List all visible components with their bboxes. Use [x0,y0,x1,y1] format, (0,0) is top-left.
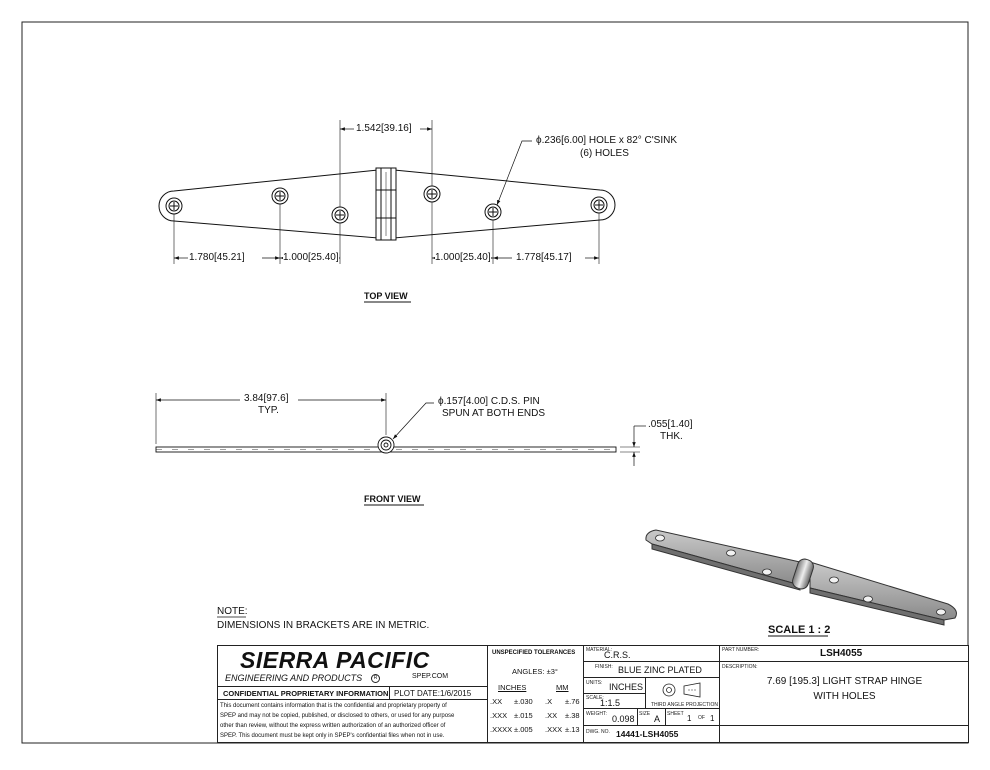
isometric-view [646,530,957,625]
tolerance-mm-header: MM [556,683,569,692]
sheet-label: SHEET [667,711,684,717]
iso-scale-label: SCALE 1 : 2 [768,624,831,636]
registered-mark: R [371,674,380,683]
tol-row-2-in-val: ±.015 [514,711,533,720]
pin-callout-line1: ϕ.157[4.00] C.D.S. PIN [438,396,540,407]
dim-left-inner: 1.000[25.40] [283,252,339,263]
description-line1: 7.69 [195.3] LIGHT STRAP HINGE [766,676,923,687]
tol-row-1-mm-val: ±.76 [565,697,580,706]
dim-right-inner: 1.000[25.40] [435,252,491,263]
company-website: SPEP.COM [412,673,449,680]
front-knuckle [378,437,394,453]
dim-length: 3.84[97.6] [244,393,289,404]
units-value: INCHES [609,682,644,692]
hole-callout-leader [497,141,532,205]
front-dimension-lines [156,400,646,466]
size-label: SIZE [639,711,651,717]
confidential-text-4: SPEP. This document must be kept only in SPEP's confidential files when not in use. [220,733,445,739]
sheet-value: 1 [687,714,692,723]
thickness-dim: .055[1.40] [648,419,693,430]
tol-row-2-mm-key: .XX [545,711,558,720]
hole-4 [424,186,440,202]
hole-3 [332,207,348,223]
front-view [156,393,646,466]
finish-value: BLUE ZINC PLATED [618,665,702,675]
third-angle-projection-icon [660,681,704,699]
material-label: MATERIAL: [586,647,613,653]
tol-row-3-mm-val: ±.13 [565,725,580,734]
scale-value: 1:1.5 [600,698,621,708]
iso-right-leaf [810,562,956,620]
units-label: UNITS: [586,680,603,686]
tol-row-2-in-key: .XXX [490,711,508,720]
tol-row-1-mm-key: .X [545,697,553,706]
dwg-number: 14441-LSH4055 [616,729,679,739]
hole-1 [166,198,182,214]
left-leaf-outline [159,170,378,238]
part-number: LSH4055 [820,648,863,659]
material-value: C.R.S. [604,650,631,660]
hole-callout-line1: ϕ.236[6.00] HOLE x 82° C'SINK [536,135,678,146]
company-subtitle: ENGINEERING AND PRODUCTS [225,673,363,683]
tol-row-1-in-val: ±.030 [514,697,533,706]
hole-callout-line2: (6) HOLES [580,148,629,159]
dwg-label: DWG. NO. [586,729,610,735]
tolerance-inches-header: INCHES [498,683,527,692]
note-text: DIMENSIONS IN BRACKETS ARE IN METRIC. [217,620,430,631]
hole-5 [485,204,501,220]
right-leaf-outline [394,170,615,238]
finish-label: FINISH: [595,664,613,670]
description-label: DESCRIPTION: [722,664,758,670]
tolerance-angles: ANGLES: ±3° [512,667,558,676]
dim-length-typ: TYP. [258,405,279,416]
of-label: OF [698,715,705,721]
hole-6 [591,197,607,213]
thickness-thk: THK. [660,431,683,442]
projection-label: THIRD ANGLE PROJECTION [651,702,718,708]
tol-row-2-mm-val: ±.38 [565,711,580,720]
iso-left-leaf [646,530,800,585]
tol-row-3-in-val: ±.005 [514,725,533,734]
tol-row-3-mm-key: .XXX [545,725,563,734]
confidential-text-3: other than review, without the express written authorization of an authorized officer of [220,723,446,729]
pin-callout-line2: SPUN AT BOTH ENDS [442,408,545,419]
company-name: SIERRA PACIFIC [240,647,430,673]
plot-date-label: PLOT DATE: [394,689,440,698]
of-value: 1 [710,714,715,723]
top-view-title: TOP VIEW [364,291,408,301]
hole-2 [272,188,288,204]
description-line2: WITH HOLES [813,691,876,702]
note-heading: NOTE: [217,606,248,617]
confidential-text-1: This document contains information that is the confidential and proprietary property of [220,703,447,709]
tol-row-1-in-key: .XX [490,697,503,706]
part-number-label: PART NUMBER: [722,647,760,653]
size-value: A [654,714,661,724]
scale-label: SCALE: [586,695,604,701]
plot-date: 1/6/2015 [440,689,472,698]
weight-label: WEIGHT: [586,711,607,717]
front-extension-lines [156,393,640,452]
tol-row-3-in-key: .XXXX [490,725,513,734]
pin-callout-leader [393,403,434,439]
confidential-text-2: SPEP and may not be copied, published, or disclosed to others, or used for any purpose [220,713,455,719]
front-view-title: FRONT VIEW [364,494,421,504]
weight-value: 0.098 [612,714,635,724]
dim-left-outer: 1.780[45.21] [189,252,245,263]
dim-spacing: 1.542[39.16] [356,123,412,134]
confidential-heading: CONFIDENTIAL PROPRIETARY INFORMATION [223,689,389,698]
tolerances-heading: UNSPECIFIED TOLERANCES [492,650,576,656]
dim-right-outer: 1.778[45.17] [516,252,572,263]
